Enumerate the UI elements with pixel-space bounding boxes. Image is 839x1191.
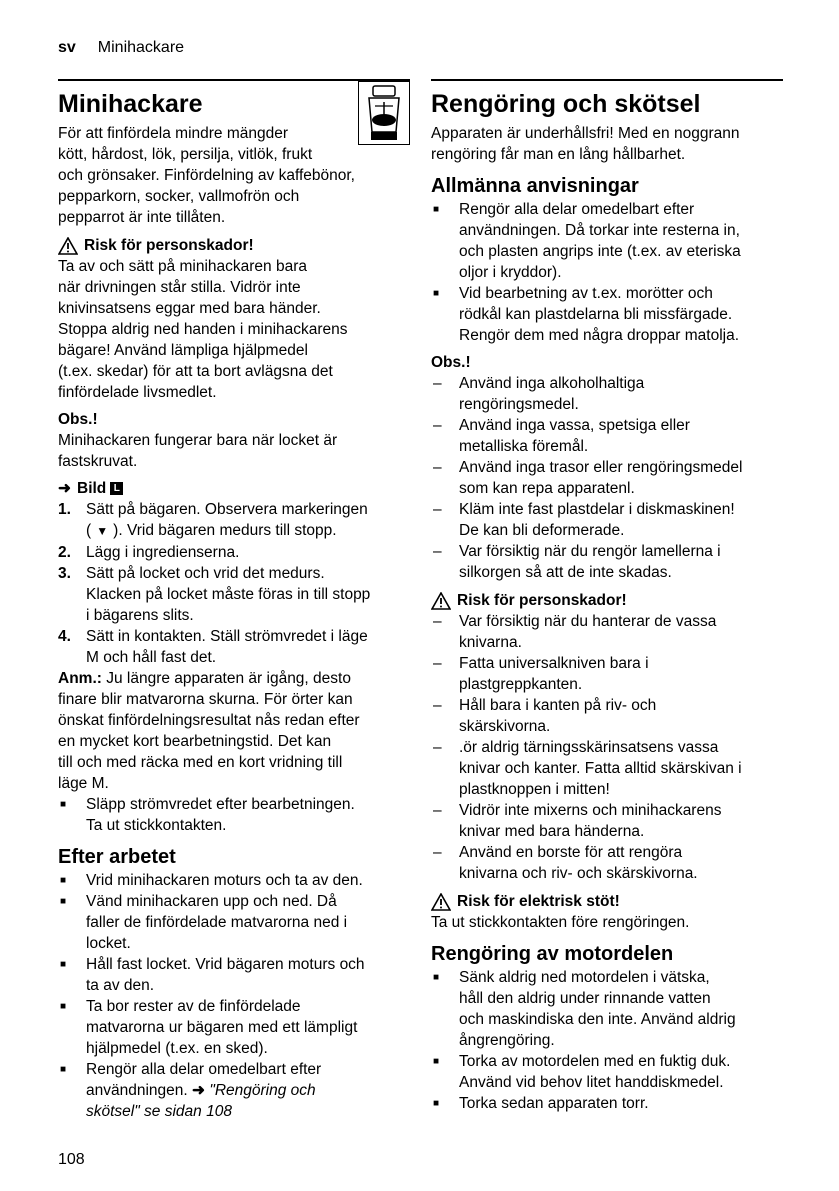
list-item: ■ Rengör alla delar omedelbart efter användningen. Då torkar inte resterna in, och plasten angrips inte (t.ex. av eteriska oljor i kryddor). [431, 199, 783, 283]
subsection-title: Efter arbetet [58, 846, 176, 868]
list-item: – Använd inga trasor eller rengöringsmedel som kan repa apparatenl. [431, 457, 783, 499]
warning-triangle-icon [431, 893, 451, 911]
step-item: 3. Sätt på locket och vrid det medurs. Klacken på locket måste föras in till stopp i bägarens slits. [58, 565, 371, 624]
page-number: 108 [58, 1151, 85, 1168]
figure-reference: ➜ Bild L [58, 478, 410, 499]
warning-triangle-icon [431, 592, 451, 610]
bullet-list [431, 967, 783, 1114]
dash-list [431, 373, 783, 583]
list-item: – Var försiktig när du hanterar de vassa knivarna. [431, 611, 783, 653]
cross-reference-link[interactable]: "Rengöring och [209, 1082, 316, 1099]
right-column [431, 79, 783, 1114]
subsection-title: Allmänna anvisningar [431, 175, 639, 197]
steps-list [58, 499, 410, 668]
alignment-mark-icon: ▼ [96, 524, 109, 538]
intro-text: För att finfördela mindre mängder kött, hårdost, lök, persilja, vitlök, frukt och grönsaker. Finfördelning av kaffebönor, pepparkorn, socker, vallmofrön och pepparrot är inte tillåten. [58, 125, 355, 226]
list-item: ■ Rengör alla delar omedelbart efter användningen. ➜ "Rengöring och skötsel" se sidan 108 [58, 1059, 410, 1122]
list-item: ■ Torka av motordelen med en fuktig duk. Använd vid behov litet handdiskmedel. [431, 1051, 783, 1093]
warning-text: Ta ut stickkontakten före rengöringen. [431, 914, 690, 931]
obs-heading: Obs.! [431, 354, 471, 371]
section-title: Minihackare [58, 90, 203, 118]
warning-text: Ta av och sätt på minihackaren bara när drivningen står stilla. Vidrör inte knivinsatsens eggar med bara händer. Stoppa aldrig ned handen i minihackarens bägare! Använd lämpliga hjälpmedel (t.ex. skedar) för att ta bort avlägsna det finfördelade livsmedlet. [58, 258, 348, 401]
step-item: 2. Lägg i ingredienserna. [58, 544, 240, 561]
list-item: – Vidrör inte mixerns och minihackarens knivar med bara händerna. [431, 800, 783, 842]
list-item: – Använd inga vassa, spetsiga eller metalliska föremål. [431, 415, 783, 457]
bullet-list [58, 794, 410, 836]
list-item: – Använd inga alkoholhaltiga rengöringsmedel. [431, 373, 783, 415]
figure-box: L [110, 482, 123, 495]
dash-list [431, 611, 783, 884]
intro-text: Apparaten är underhållsfri! Med en noggrann rengöring får man en lång hållbarhet. [431, 125, 740, 163]
warning-heading: Risk för elektrisk stöt! [431, 891, 783, 912]
list-item: ■ Sänk aldrig ned motordelen i vätska, håll den aldrig under rinnande vatten och maskindiska den inte. Använd aldrig ångrengöring. [431, 967, 783, 1051]
list-item: ■ Vrid minihackaren moturs och ta av den. [58, 870, 410, 891]
obs-text: Minihackaren fungerar bara när locket är fastskruvat. [58, 432, 338, 470]
list-item: ■ Släpp strömvredet efter bearbetningen. Ta ut stickkontakten. [58, 794, 410, 836]
divider [431, 79, 783, 81]
list-item: – .ör aldrig tärningsskärinsatsens vassa knivar och kanter. Fatta alltid skärskivan i plastknoppen i mitten! [431, 737, 783, 800]
obs-heading: Obs.! [58, 411, 98, 428]
list-item: – Håll bara i kanten på riv- och skärskivorna. [431, 695, 783, 737]
warning-triangle-icon [58, 237, 78, 255]
language-code: sv [58, 39, 76, 56]
list-item: ■ Ta bor rester av de finfördelade matvarorna ur bägaren med ett lämpligt hjälpmedel (t.ex. en sked). [58, 996, 410, 1059]
list-item: ■ Torka sedan apparaten torr. [431, 1093, 783, 1114]
arrow-icon: ➜ [192, 1082, 206, 1099]
list-item: – Använd en borste för att rengöra knivarna och riv- och skärskivorna. [431, 842, 783, 884]
list-item: – Fatta universalkniven bara i plastgreppkanten. [431, 653, 783, 695]
arrow-icon: ➜ [58, 480, 71, 497]
step-item: 4. Sätt in kontakten. Ställ strömvredet i läge M och håll fast det. [58, 628, 368, 666]
section-title: Rengöring och skötsel [431, 90, 701, 118]
left-column [58, 79, 410, 1122]
subsection-title: Rengöring av motordelen [431, 943, 674, 965]
list-item: ■ Vid bearbetning av t.ex. morötter och rödkål kan plastdelarna bli missfärgade. Rengör dem med några droppar matolja. [431, 283, 783, 346]
bullet-list [431, 199, 783, 346]
cross-reference-link[interactable]: skötsel" se sidan 108 [86, 1103, 232, 1120]
bullet-list [58, 870, 410, 1122]
warning-heading: Risk för personskador! [58, 235, 410, 256]
list-item: – Kläm inte fast plastdelar i diskmaskinen! De kan bli deformerade. [431, 499, 783, 541]
page-header [58, 39, 184, 57]
header-title: Minihackare [97, 39, 185, 56]
chopper-icon [358, 81, 410, 145]
warning-heading: Risk för personskador! [431, 590, 783, 611]
list-item: ■ Vänd minihackaren upp och ned. Då faller de finfördelade matvarorna ned i locket. [58, 891, 410, 954]
note-text: Anm.: Ju längre apparaten är igång, desto finare blir matvarorna skurna. För örter kan önskat finfördelningsresultat nås redan efter en mycket kort bearbetningstid. Det kan till och med räcka med en kort vridning till läge M. [58, 670, 360, 792]
step-item: 1. Sätt på bägaren. Observera markeringen ( ▼ ). Vrid bägaren medurs till stopp. [58, 499, 410, 542]
list-item: – Var försiktig när du rengör lamellerna i silkorgen så att de inte skadas. [431, 541, 783, 583]
list-item: ■ Håll fast locket. Vrid bägaren moturs och ta av den. [58, 954, 410, 996]
